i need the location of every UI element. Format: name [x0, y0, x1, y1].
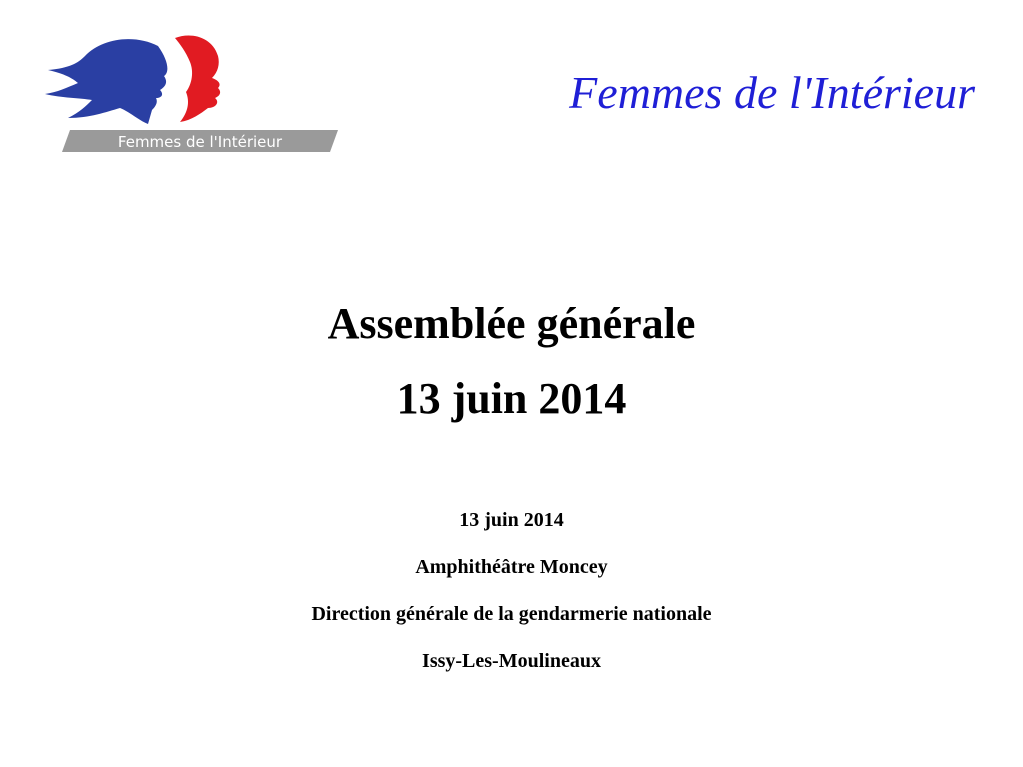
- detail-organisation: Direction générale de la gendarmerie nationale: [311, 603, 712, 625]
- header-title: Femmes de l'Intérieur: [569, 67, 975, 118]
- detail-date: 13 juin 2014: [459, 509, 564, 531]
- detail-venue: Amphithéâtre Moncey: [415, 556, 608, 578]
- main-title-line2: 13 juin 2014: [396, 374, 627, 423]
- logo-banner-text: Femmes de l'Intérieur: [117, 133, 283, 151]
- event-details: [0, 508, 1023, 696]
- detail-city: Issy-Les-Moulineaux: [422, 650, 601, 672]
- blue-profile-icon: [45, 39, 167, 124]
- logo-graphic: [40, 28, 340, 158]
- main-title-line1: Assemblée générale: [327, 299, 696, 348]
- femmes-interieur-logo: [40, 28, 340, 158]
- red-profile-icon: [175, 35, 220, 122]
